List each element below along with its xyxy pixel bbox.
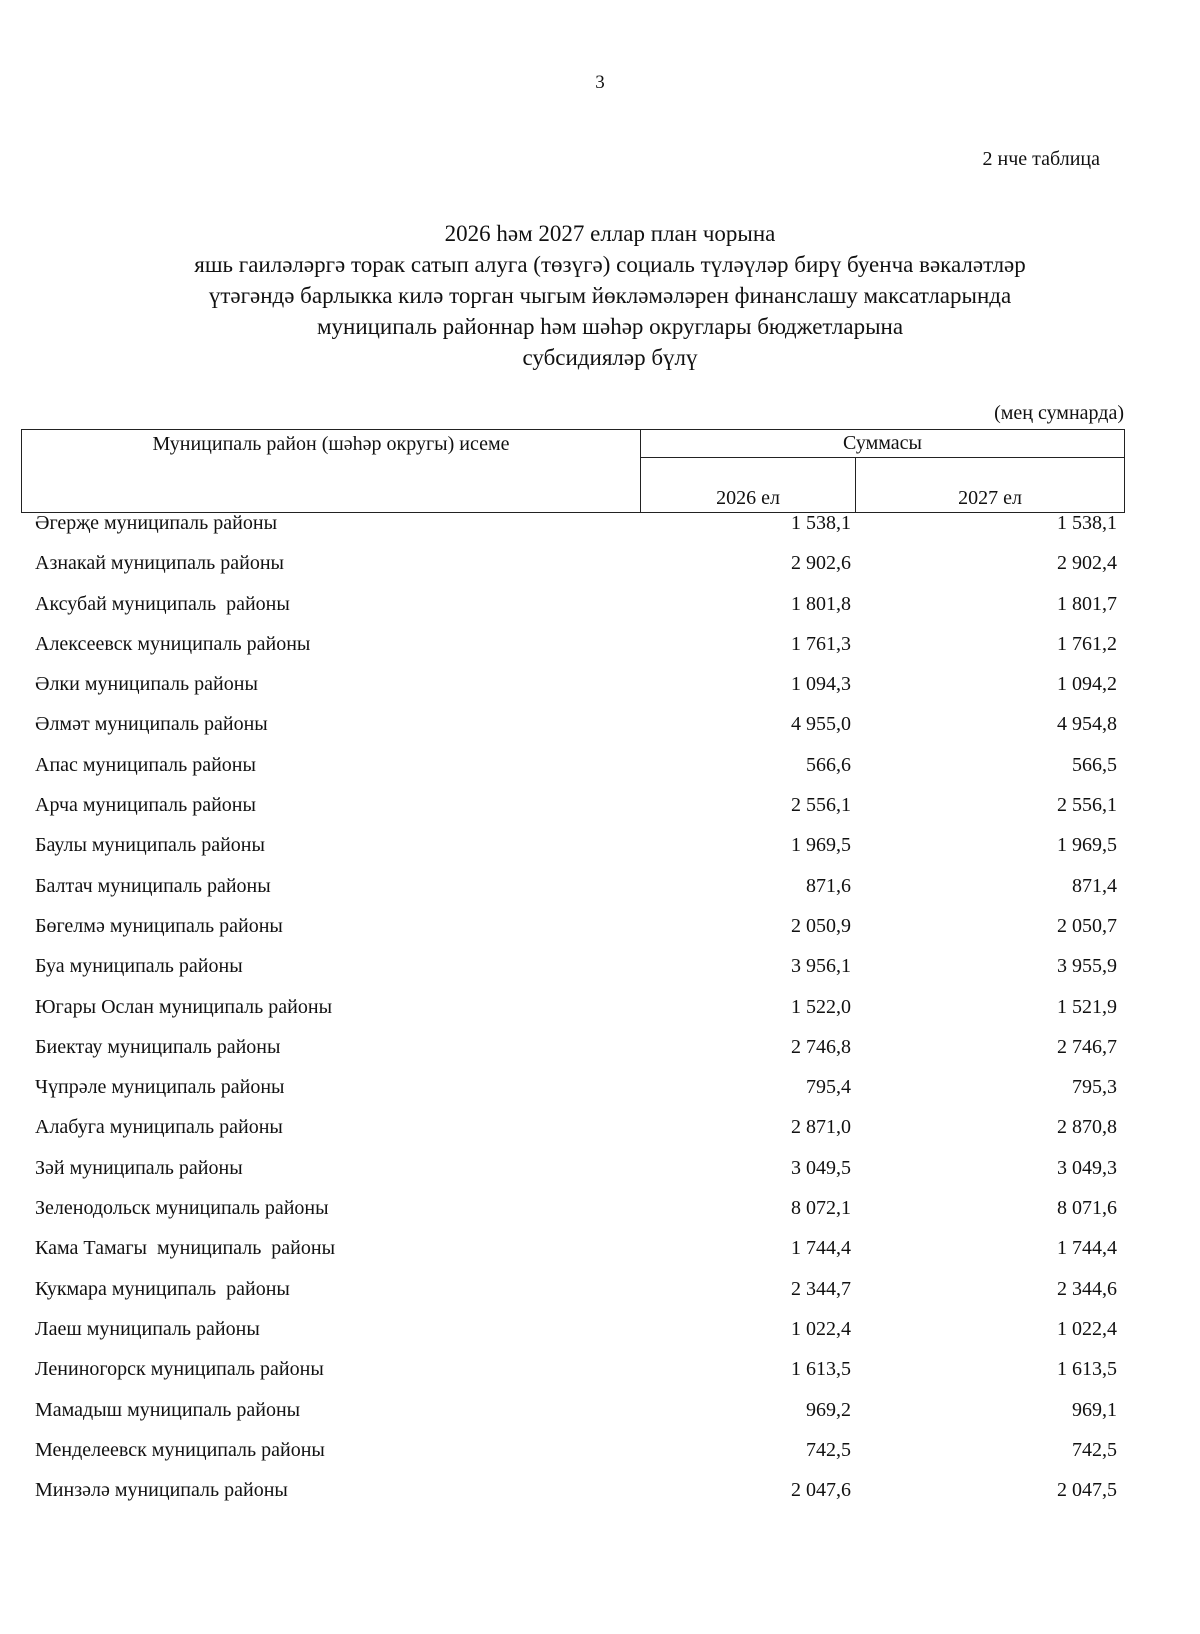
district-name: Әгерҗе муниципаль районы [35, 512, 278, 534]
district-name: Минзәлә муниципаль районы [35, 1479, 288, 1502]
amount-2026: 1 969,5 [791, 834, 851, 857]
table-label: 2 нче таблица [982, 148, 1100, 170]
amount-2027: 2 746,7 [1057, 1035, 1117, 1058]
table-row [21, 994, 1125, 1034]
table-row [21, 1397, 1125, 1437]
amount-2026: 566,6 [806, 753, 851, 776]
amount-2026: 8 072,1 [791, 1197, 851, 1220]
table-row [21, 1276, 1125, 1316]
district-name: Лаеш муниципаль районы [35, 1317, 260, 1340]
table-row [21, 1477, 1125, 1517]
table-header [21, 429, 1125, 513]
amount-2027: 4 954,8 [1057, 713, 1117, 736]
amount-2026: 1 613,5 [791, 1358, 851, 1381]
amount-2027: 1 969,5 [1057, 834, 1117, 857]
district-name: Арча муниципаль районы [35, 794, 256, 817]
amount-2026: 2 050,9 [791, 914, 851, 937]
amount-2027: 871,4 [1072, 874, 1117, 897]
district-name: Буа муниципаль районы [35, 955, 243, 978]
amount-2027: 969,1 [1072, 1398, 1117, 1421]
amount-2027: 8 071,6 [1057, 1197, 1117, 1220]
table-row [21, 671, 1125, 711]
amount-2026: 2 047,6 [791, 1479, 851, 1502]
header-year-2027: 2027 ел [856, 458, 1125, 513]
amount-2027: 2 344,6 [1057, 1277, 1117, 1300]
district-name: Зеленодольск муниципаль районы [35, 1197, 329, 1220]
district-name: Кама Тамагы муниципаль районы [35, 1237, 336, 1260]
table-row [21, 1034, 1125, 1074]
amount-2027: 742,5 [1072, 1438, 1117, 1461]
amount-2027: 1 801,7 [1057, 592, 1117, 615]
table-body [21, 510, 1125, 1517]
header-sum-column: Суммасы [641, 430, 1125, 458]
amount-2026: 2 556,1 [791, 794, 851, 817]
amount-2026: 1 761,3 [791, 632, 851, 655]
amount-2026: 969,2 [806, 1398, 851, 1421]
table-row [21, 913, 1125, 953]
table-row [21, 711, 1125, 751]
district-name: Биектау муниципаль районы [35, 1035, 281, 1058]
amount-2026: 1 801,8 [791, 592, 851, 615]
document-title [60, 218, 1160, 373]
table-row [21, 510, 1125, 550]
district-name: Азнакай муниципаль районы [35, 552, 284, 575]
amount-2026: 742,5 [806, 1438, 851, 1461]
table-row [21, 550, 1125, 590]
title-line: муниципаль районнар һәм шәһәр округлары бюджетларына [316, 314, 904, 339]
title-line: субсидияләр бүлү [522, 345, 698, 370]
amount-2026: 1 744,4 [791, 1237, 851, 1260]
amount-2027: 2 870,8 [1057, 1116, 1117, 1139]
amount-2027: 1 538,1 [1057, 512, 1117, 534]
amount-2026: 2 746,8 [791, 1035, 851, 1058]
table-row [21, 631, 1125, 671]
table-row [21, 1316, 1125, 1356]
district-name: Алексеевск муниципаль районы [35, 632, 311, 655]
header-name-column: Муниципаль район (шәһәр округы) исеме [22, 430, 641, 513]
table-row [21, 953, 1125, 993]
table-row [21, 752, 1125, 792]
district-name: Мамадыш муниципаль районы [35, 1398, 301, 1421]
district-name: Менделеевск муниципаль районы [35, 1438, 325, 1461]
table-row [21, 792, 1125, 832]
table-row [21, 1235, 1125, 1275]
district-name: Кукмара муниципаль районы [35, 1277, 290, 1300]
amount-2026: 1 522,0 [791, 995, 851, 1018]
amount-2026: 1 538,1 [791, 512, 851, 534]
page-number: 3 [595, 72, 605, 93]
table-row [21, 1074, 1125, 1114]
district-name: Чүпрәле муниципаль районы [35, 1076, 285, 1099]
table-row [21, 873, 1125, 913]
amount-2026: 871,6 [806, 874, 851, 897]
amount-2027: 566,5 [1072, 753, 1117, 776]
amount-2026: 2 902,6 [791, 552, 851, 575]
amount-2027: 3 049,3 [1057, 1156, 1117, 1179]
header-year-2026: 2026 ел [641, 458, 856, 513]
amount-2027: 3 955,9 [1057, 955, 1117, 978]
district-name: Алабуга муниципаль районы [35, 1116, 283, 1139]
district-name: Зәй муниципаль районы [35, 1156, 243, 1179]
title-line: яшь гаиләләргә торак сатып алуга (төзүгә) социаль түләүләр бирү буенча вәкаләтләр [194, 252, 1026, 277]
district-name: Балтач муниципаль районы [35, 874, 271, 897]
district-name: Баулы муниципаль районы [35, 834, 265, 857]
amount-2027: 1 744,4 [1057, 1237, 1117, 1260]
district-name: Югары Ослан муниципаль районы [35, 995, 333, 1018]
district-name: Лениногорск муниципаль районы [35, 1358, 324, 1381]
amount-2027: 2 047,5 [1057, 1479, 1117, 1502]
district-name: Аксубай муниципаль районы [35, 592, 290, 615]
district-name: Әлмәт муниципаль районы [35, 713, 268, 736]
amount-2027: 1 613,5 [1057, 1358, 1117, 1381]
amount-2026: 4 955,0 [791, 713, 851, 736]
amount-2027: 2 556,1 [1057, 794, 1117, 817]
amount-2026: 795,4 [806, 1076, 851, 1099]
amount-2027: 1 761,2 [1057, 632, 1117, 655]
table-row [21, 1437, 1125, 1477]
amount-2027: 1 521,9 [1057, 995, 1117, 1018]
amount-2026: 1 094,3 [791, 673, 851, 696]
amount-2027: 1 022,4 [1057, 1317, 1117, 1340]
amount-2026: 3 049,5 [791, 1156, 851, 1179]
amount-2027: 2 050,7 [1057, 914, 1117, 937]
amount-2027: 795,3 [1072, 1076, 1117, 1099]
amount-2026: 1 022,4 [791, 1317, 851, 1340]
table-row [21, 1356, 1125, 1396]
table-row [21, 1195, 1125, 1235]
table-row [21, 1114, 1125, 1154]
district-name: Апас муниципаль районы [35, 753, 256, 776]
unit-note: (мең сумнарда) [994, 402, 1124, 424]
amount-2026: 3 956,1 [791, 955, 851, 978]
district-name: Әлки муниципаль районы [35, 673, 258, 696]
district-name: Бөгелмә муниципаль районы [35, 914, 283, 937]
amount-2027: 2 902,4 [1057, 552, 1117, 575]
table-row [21, 1155, 1125, 1195]
amount-2026: 2 871,0 [791, 1116, 851, 1139]
table-row [21, 591, 1125, 631]
table-row [21, 832, 1125, 872]
title-line: 2026 һәм 2027 еллар план чорына [444, 221, 776, 246]
amount-2027: 1 094,2 [1057, 673, 1117, 696]
amount-2026: 2 344,7 [791, 1277, 851, 1300]
title-line: үтәгәндә барлыкка килә торган чыгым йөкләмәләрен финанслашу максатларында [208, 283, 1012, 308]
